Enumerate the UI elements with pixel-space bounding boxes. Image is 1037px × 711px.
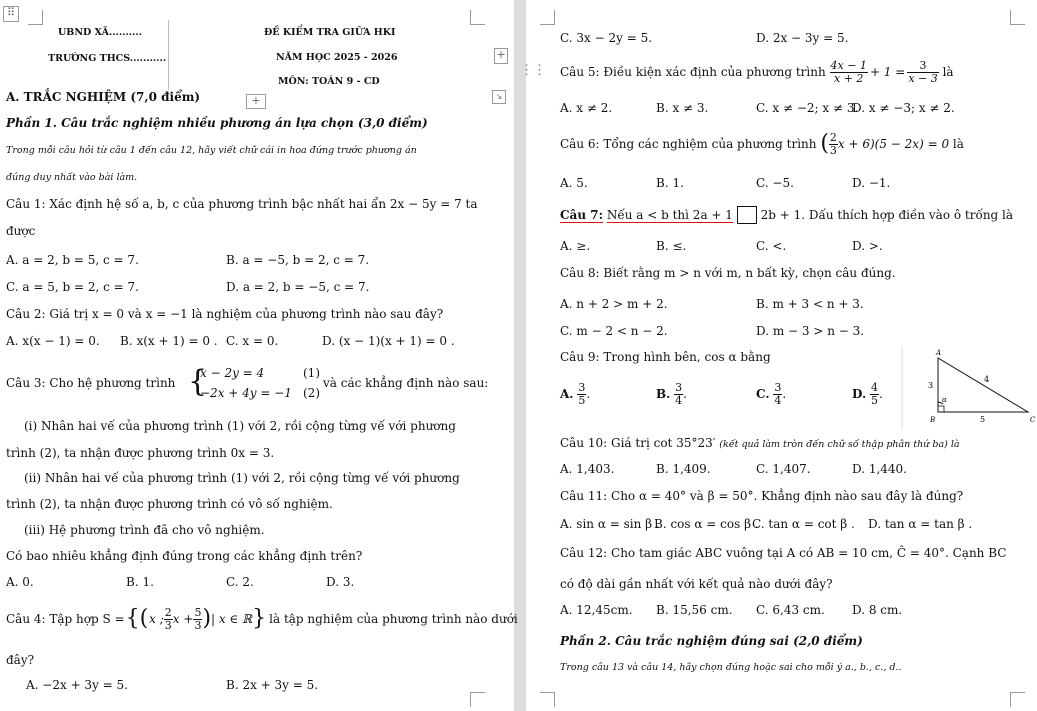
system-brace: {	[188, 364, 208, 399]
header-school: TRƯỜNG THCS...........	[48, 53, 167, 64]
q4-option-d: D. 2x − 3y = 5.	[756, 31, 849, 45]
q4-frac2	[193, 607, 202, 632]
question-10	[560, 436, 960, 452]
brace-close: }	[252, 606, 267, 631]
resize-handle-icon[interactable]: ↘	[492, 90, 506, 104]
q1-option-b: B. a = −5, b = 2, c = 7.	[226, 253, 370, 267]
q11-option-a: A. sin α = sin β .	[560, 517, 660, 531]
q3-eq2: −2x + 4y = −1	[200, 386, 292, 400]
exam-subject: MÔN: TOÁN 9 - CD	[278, 76, 380, 87]
brace-open: {(	[125, 606, 149, 631]
q12-option-c: C. 6,43 cm.	[756, 603, 825, 617]
q3-option-a: A. 0.	[6, 575, 34, 589]
q4-frac1-den: 3	[164, 618, 172, 632]
q9-a-label: A.	[560, 387, 574, 401]
right-triangle-figure	[902, 346, 1037, 430]
q8-option-c: C. m − 2 < n − 2.	[560, 324, 668, 338]
question-4-cont: đây?	[6, 653, 35, 667]
q3-statement-3: (iii) Hệ phương trình đã cho vô nghiệm.	[24, 523, 265, 537]
q1-option-c: C. a = 5, b = 2, c = 7.	[6, 280, 139, 294]
q5-option-c: C. x ≠ −2; x ≠ 3.	[756, 101, 859, 115]
q10-option-c: C. 1,407.	[756, 462, 811, 476]
part1-title: Phần 1. Câu trắc nghiệm nhiều phương án lựa chọn (3,0 điểm)	[6, 116, 428, 130]
angle-alpha: α	[942, 396, 947, 404]
q9-d-num: 4	[870, 380, 878, 394]
part1-instruction-cont: đúng duy nhất vào bài làm.	[6, 172, 138, 183]
crop-mark	[28, 10, 43, 25]
vertex-c: C	[1030, 416, 1036, 424]
q10-note: (kết quả làm tròn đến chữ số thập phân thứ ba) là	[719, 439, 960, 450]
vertex-a: A	[936, 349, 942, 357]
q3-eq2-label: (2)	[303, 386, 320, 400]
part1-instruction: Trong mỗi câu hỏi từ câu 1 đến câu 12, hãy viết chữ cái in hoa đứng trước phương án	[6, 145, 417, 156]
q3-option-b: B. 1.	[126, 575, 154, 589]
q9-b-num: 3	[675, 380, 683, 394]
q4-set-cond: | x ∈ ℝ	[211, 612, 253, 626]
q9-a-frac	[577, 382, 586, 407]
q7-option-d: D. >.	[852, 239, 883, 253]
q5-post: là	[942, 65, 954, 79]
add-column-button[interactable]: +	[494, 48, 508, 64]
part2-title: Phần 2. Câu trắc nghiệm đúng sai (2,0 điểm)	[560, 634, 863, 648]
crop-mark	[1010, 10, 1025, 25]
document-page-left	[0, 0, 518, 711]
q5-frac1	[830, 60, 868, 85]
q10-option-d: D. 1,440.	[852, 462, 907, 476]
q5-frac2-num: 3	[907, 60, 938, 73]
q4-label: Câu 4: Tập hợp S =	[6, 612, 125, 626]
vertex-b: B	[930, 416, 936, 424]
q4-frac2-den: 3	[194, 618, 202, 632]
q6-option-a: A. 5.	[560, 176, 588, 190]
q6-label: Câu 6: Tổng các nghiệm của phương trình	[560, 137, 817, 151]
q6-option-c: C. −5.	[756, 176, 794, 190]
q3-statement-2: (ii) Nhân hai vế của phương trình (1) với 2, rồi cộng từng vế với phương	[24, 471, 460, 485]
answer-blank-box[interactable]	[737, 206, 757, 224]
question-4	[6, 604, 518, 634]
q5-frac2	[907, 60, 938, 85]
q3-eq1-label: (1)	[303, 366, 320, 380]
q3-statement-1: (i) Nhân hai vế của phương trình (1) với 2, rồi cộng từng vế với phương	[24, 419, 456, 433]
crop-mark	[540, 10, 555, 25]
header-ubnd: UBND XÃ..........	[58, 27, 143, 38]
q5-frac1-num: 4x − 1	[830, 58, 867, 72]
q9-b-label: B.	[656, 387, 671, 401]
question-12: Câu 12: Cho tam giác ABC vuông tại A có AB = 10 cm, Ĉ = 40°. Cạnh BC	[560, 546, 1007, 560]
q5-frac1-den: x + 2	[834, 71, 864, 85]
side-3: 3	[928, 381, 934, 390]
q3-option-d: D. 3.	[326, 575, 355, 589]
table-move-handle[interactable]: ⠿	[3, 6, 19, 22]
q4-option-c: C. 3x − 2y = 5.	[560, 31, 653, 45]
question-3-after: và các khẳng định nào sau:	[323, 376, 489, 390]
q9-a-den: 5	[578, 393, 586, 407]
q2-option-b: B. x(x + 1) = 0 .	[120, 334, 218, 348]
q3-statement-2-cont: trình (2), ta nhận được phương trình có vô số nghiệm.	[6, 497, 333, 511]
question-7	[560, 204, 1013, 226]
q6-expr: x + 6)(5 − 2x) = 0	[837, 137, 950, 151]
q4-frac1-num: 2	[164, 605, 172, 619]
q7-label: Câu 7:	[560, 207, 604, 222]
q3-eq1: x − 2y = 4	[200, 366, 265, 380]
q2-option-c: C. x = 0.	[226, 334, 279, 348]
question-6	[560, 130, 964, 158]
side-4: 4	[984, 375, 990, 384]
exam-title: ĐỀ KIỂM TRA GIỮA HKI	[264, 27, 396, 38]
question-5	[560, 58, 954, 86]
q6-frac-den: 3	[829, 143, 837, 157]
q8-option-d: D. m − 3 > n − 3.	[756, 324, 865, 338]
paren-close: )	[202, 606, 212, 631]
q2-option-a: A. x(x − 1) = 0.	[6, 334, 100, 348]
q11-option-b: B. cos α = cos β .	[654, 517, 759, 531]
q7-option-c: C. <.	[756, 239, 787, 253]
q8-option-a: A. n + 2 > m + 2.	[560, 297, 668, 311]
paren-open: (	[820, 131, 829, 156]
exam-year: NĂM HỌC 2025 - 2026	[276, 52, 398, 63]
q9-option-a: A. $\frac{3}{5}$ .	[560, 380, 591, 407]
header-divider	[168, 20, 169, 90]
q6-option-b: B. 1.	[656, 176, 684, 190]
q9-option-c: C. $\frac{3}{4}$ .	[756, 380, 787, 407]
q2-option-d: D. (x − 1)(x + 1) = 0 .	[322, 334, 455, 348]
q4-frac2-num: 5	[194, 605, 202, 619]
q4-frac1	[164, 607, 173, 632]
q8-option-b: B. m + 3 < n + 3.	[756, 297, 864, 311]
question-12-cont: có độ dài gần nhất với kết quả nào dưới đây?	[560, 577, 833, 591]
q7-text2: 2b + 1. Dấu thích hợp điền vào ô trống là	[760, 208, 1014, 222]
q9-a-num: 3	[578, 380, 586, 394]
question-11: Câu 11: Cho α = 40° và β = 50°. Khẳng định nào sau đây là đúng?	[560, 489, 964, 503]
q12-option-a: A. 12,45cm.	[560, 603, 633, 617]
q9-c-den: 4	[774, 393, 782, 407]
q10-text: Câu 10: Giá trị cot 35°23′	[560, 436, 716, 450]
q7-option-a: A. ≥.	[560, 239, 591, 253]
q9-c-frac	[773, 382, 782, 407]
document-page-right	[520, 0, 1037, 711]
q12-option-d: D. 8 cm.	[852, 603, 903, 617]
q4-text-post: là tập nghiệm của phương trình nào dưới	[269, 612, 518, 626]
q11-option-c: C. tan α = cot β .	[752, 517, 855, 531]
section-a-title: A. TRẮC NGHIỆM (7,0 điểm)	[6, 90, 201, 104]
q6-option-d: D. −1.	[852, 176, 891, 190]
q6-frac	[829, 132, 838, 157]
q4-option-b: B. 2x + 3y = 5.	[226, 678, 319, 692]
q3-statement-1-cont: trình (2), ta nhận được phương trình 0x = 3.	[6, 446, 275, 460]
q7-option-b: B. ≤.	[656, 239, 687, 253]
q9-b-frac	[674, 382, 683, 407]
q5-frac2-den: x − 3	[908, 71, 938, 85]
q3-option-c: C. 2.	[226, 575, 254, 589]
question-8: Câu 8: Biết rằng m > n với m, n bất kỳ, chọn câu đúng.	[560, 266, 896, 280]
q9-d-frac	[870, 382, 879, 407]
crop-mark	[470, 692, 485, 707]
q9-b-den: 4	[675, 393, 683, 407]
q10-option-a: A. 1,403.	[560, 462, 615, 476]
q5-label: Câu 5: Điều kiện xác định của phương trình	[560, 65, 826, 79]
q9-d-den: 5	[870, 393, 878, 407]
crop-mark	[470, 10, 485, 25]
q5-option-a: A. x ≠ 2.	[560, 101, 613, 115]
crop-mark	[540, 692, 555, 707]
question-2: Câu 2: Giá trị x = 0 và x = −1 là nghiệm của phương trình nào sau đây?	[6, 307, 444, 321]
question-1: Câu 1: Xác định hệ số a, b, c của phương trình bậc nhất hai ẩn 2x − 5y = 7 ta	[6, 197, 478, 211]
side-5: 5	[980, 415, 986, 424]
crop-mark	[1010, 692, 1025, 707]
q9-option-b: B. $\frac{3}{4}$ .	[656, 380, 687, 407]
q12-option-b: B. 15,56 cm.	[656, 603, 733, 617]
add-row-button[interactable]: +	[246, 94, 266, 109]
q1-option-a: A. a = 2, b = 5, c = 7.	[6, 253, 139, 267]
part2-instruction: Trong câu 13 và câu 14, hãy chọn đúng hoặc sai cho mỗi ý a., b., c., d..	[560, 662, 902, 673]
q9-d-label: D.	[852, 387, 867, 401]
q5-mid: + 1 =	[869, 65, 906, 79]
drag-handle-icon[interactable]: ⋮⋮	[520, 63, 546, 78]
question-1-cont: được	[6, 224, 36, 238]
question-3: Câu 3: Cho hệ phương trình	[6, 376, 176, 390]
q9-option-d: D. $\frac{4}{5}$ .	[852, 380, 883, 407]
q10-option-b: B. 1,409.	[656, 462, 711, 476]
q4-option-a: A. −2x + 3y = 5.	[26, 678, 128, 692]
q5-option-d: D. x ≠ −3; x ≠ 2.	[852, 101, 955, 115]
q4-mid: x +	[172, 612, 194, 626]
q6-post: là	[952, 137, 964, 151]
question-9: Câu 9: Trong hình bên, cos α bằng	[560, 350, 771, 364]
q9-c-label: C.	[756, 387, 770, 401]
q11-option-d: D. tan α = tan β .	[868, 517, 973, 531]
q4-set-var: x ;	[149, 612, 164, 626]
q6-frac-num: 2	[829, 130, 837, 144]
q3-ask: Có bao nhiêu khẳng định đúng trong các khẳng định trên?	[6, 549, 363, 563]
q7-text1: Nếu a < b thì 2a + 1	[606, 207, 733, 222]
q1-option-d: D. a = 2, b = −5, c = 7.	[226, 280, 370, 294]
q9-c-num: 3	[774, 380, 782, 394]
q5-option-b: B. x ≠ 3.	[656, 101, 709, 115]
